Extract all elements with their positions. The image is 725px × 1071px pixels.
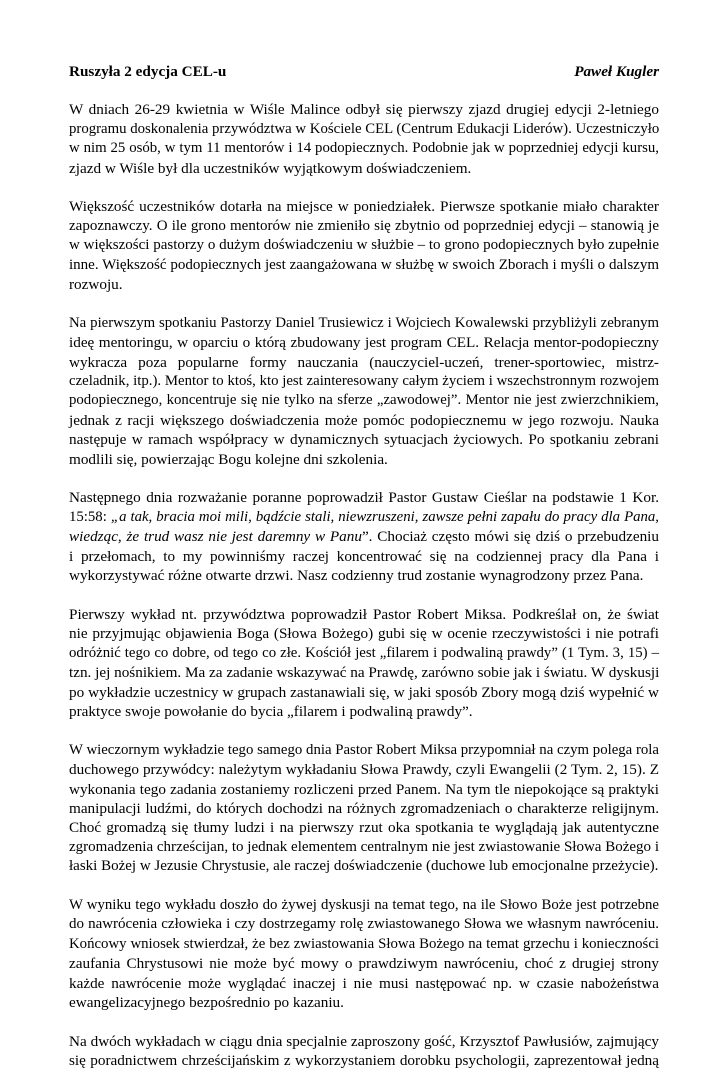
- text-line: odróżnić tego co dobre, od tego co złe. Kościół jest „filarem i podwaliną prawdy” (1 Tym. 3, 15) –: [69, 644, 659, 661]
- paragraph-1: [69, 100, 659, 178]
- paragraph-2: [69, 197, 659, 294]
- text-line: w nim 25 osób, w tym 11 mentorów i 14 podopiecznych. Podobnie jak w poprzedniej edycji kursu,: [69, 140, 659, 157]
- text-line: nie przyjmując objawienia Boga (Słowa Bożego) gubi się w ocenie rzeczywistości i nie potrafi: [69, 625, 659, 643]
- text-line: następuje w ramach współpracy w dynamicznych sytuacjach życiowych. Po spotkaniu zebrani: [69, 431, 659, 449]
- article-header: [69, 62, 659, 81]
- article-author: Paweł Kugler: [574, 63, 659, 80]
- text-line: jednak z racji większego doświadczenia może pomóc podopiecznemu w jego rozwoju. Nauka: [69, 411, 659, 429]
- bible-quote: wiedząc, że trud wasz nie jest daremny w Panu: [69, 528, 362, 546]
- article-title: Ruszyła 2 edycja CEL-u: [69, 63, 227, 80]
- text-line: ewangelizacyjnego bezpośrednio po kazaniu.: [69, 994, 344, 1011]
- text-line: do nawrócenia człowieka i czy dostrzegamy rolę zwiastowanego Słowa we własnym nawróceniu.: [69, 916, 659, 933]
- text-line: Choć gromadzą się tłumy ludzi i na pierwszy rzut oka spotkania te wyglądają jak autentyczne: [69, 819, 659, 837]
- text-line: Większość uczestników dotarła na miejsce w poniedziałek. Pierwsze spotkanie miało charakter: [69, 198, 659, 216]
- text-line: Następnego dnia rozważanie poranne poprowadził Pastor Gustaw Cieślar na podstawie 1 Kor.: [69, 489, 659, 507]
- text-line: zapoznawczy. O ile grono mentorów nie zmieniło się zbytnio od poprzedniej edycji – stanowią je: [69, 217, 659, 234]
- text-line: Pierwszy wykład nt. przywództwa poprowadził Pastor Robert Miksa. Podkreślał on, że świat: [69, 605, 659, 623]
- text-line: Na dwóch wykładach w ciągu dnia specjalnie zaproszony gość, Krzysztof Pawłusiów, zajmujący: [69, 1032, 659, 1050]
- paragraph-8: [69, 1032, 659, 1071]
- text-line: czeladnik, itp.). Mentor to ktoś, kto jest zainteresowany całym życiem i wszechstronnym rozwojem: [69, 373, 659, 390]
- text-line: Końcowy wniosek stwierdzał, że bez zwiastowania Słowa Bożego na temat grzechu i konieczności: [69, 935, 659, 952]
- text-line: inne. Większość podopiecznych jest zaangażowana w służbę w swoich Zborach i myśli o dalszym: [69, 256, 659, 273]
- text-line: się poradnictwem chrześcijańskim z wykorzystaniem dorobku psychologii, zaprezentował jedną: [69, 1052, 659, 1070]
- text-line: rozwoju.: [69, 276, 123, 294]
- bible-reference: 15:58:: [69, 508, 111, 525]
- text-line: modlili się, powierzając Bogu kolejne dni szkolenia.: [69, 450, 388, 468]
- text-line: W wyniku tego wykładu doszło do żywej dyskusji na temat tego, na ile Słowo Boże jest potrzebne: [69, 896, 659, 913]
- text-line: W wieczornym wykładzie tego samego dnia Pastor Robert Miksa przypomniał na czym polega rola: [69, 741, 659, 758]
- text-line: [69, 508, 659, 527]
- text-line: ideę mentoringu, w oparciu o którą zbudowany jest program CEL. Relacja mentor-podopieczny: [69, 334, 659, 352]
- text-line: po wykładzie uczestnicy w grupach zastanawiali się, w jaki sposób Zbory mogą dziś wypełnić w: [69, 683, 659, 701]
- text-line: w większości pastorzy o dużym doświadczeniu w służbie – to grono podopiecznych było zupełnie: [69, 237, 659, 254]
- paragraph-6: [69, 741, 659, 877]
- text-line: [69, 527, 659, 546]
- text-line: Na pierwszym spotkaniu Pastorzy Daniel Trusiewicz i Wojciech Kowalewski przybliżyli zebranym: [69, 314, 659, 331]
- text-line: tzn. jej nośnikiem. Ma za zadanie wskazywać na Prawdę, zarówno sobie jak i światu. W dyskusji: [69, 664, 660, 682]
- text-line: zaufania Chrystusowi nie może być mowy o prawdziwym nawróceniu, choć z drugiej strony: [69, 955, 659, 973]
- text-line: W dniach 26-29 kwietnia w Wiśle Malince odbył się pierwszy zjazd drugiej edycji 2-letniego: [69, 101, 659, 119]
- paragraph-5: [69, 605, 659, 721]
- text-fragment: ”. Chociaż często mówi się dziś o przebudzeniu: [361, 528, 659, 546]
- document-page: [69, 62, 659, 1071]
- paragraph-4: [69, 488, 659, 585]
- paragraph-3: [69, 314, 659, 469]
- text-line: zgromadzenia chrześcijan, to jednak elementem centralnym nie jest zwiastowanie Słowa Bożego i: [69, 838, 659, 855]
- bible-quote: „a tak, bracia moi mili, bądźcie stali, niewzruszeni, zawsze pełni zapału do pracy dla Pana,: [110, 508, 660, 525]
- text-line: wykracza poza popularne formy nauczania (nauczyciel-uczeń, trener-sportowiec, mistrz-: [69, 353, 659, 371]
- text-line: każde nawrócenie może wyglądać inaczej i nie musi następować np. w czasie nabożeństwa: [69, 974, 659, 992]
- text-line: duchowego przywódcy: należytym wykładaniu Słowa Prawdy, czyli Ewangelii (2 Tym. 2, 15). Z: [69, 761, 659, 779]
- text-line: wykorzystywać różne otwarte drzwi. Nasz codzienny trud zostanie wynagrodzony przez Pana.: [69, 567, 644, 585]
- text-line: łaski Bożej w Jezusie Chrystusie, ale raczej doświadczenie (duchowe lub emocjonalne przeżycie).: [69, 858, 659, 875]
- text-line: wykonania tego zadania zostaniemy rozliczeni przed Panem. Na tym tle niepokojące są praktyki: [69, 780, 659, 798]
- text-line: podopiecznego, koncentruje się nie tylko na sferze „zawodowej”. Mentor nie jest zwierzchnikiem,: [69, 392, 659, 409]
- text-line: i przełomach, to my powinniśmy raczej koncentrować się na codziennej pracy dla Pana i: [69, 547, 659, 565]
- text-line: zjazd w Wiśle był dla uczestników wyjątkowym doświadczeniem.: [69, 159, 472, 177]
- text-line: programu doskonalenia przywództwa w Kościele CEL (Centrum Edukacji Liderów). Uczestniczyło: [69, 120, 660, 137]
- paragraph-7: [69, 896, 659, 1012]
- text-line: praktyce swoje powołanie do bycia „filarem i podwaliną prawdy”.: [69, 702, 473, 720]
- text-line: manipulacji ludźmi, do których dochodzi na różnych zgromadzeniach o charakterze religijnym.: [69, 799, 659, 817]
